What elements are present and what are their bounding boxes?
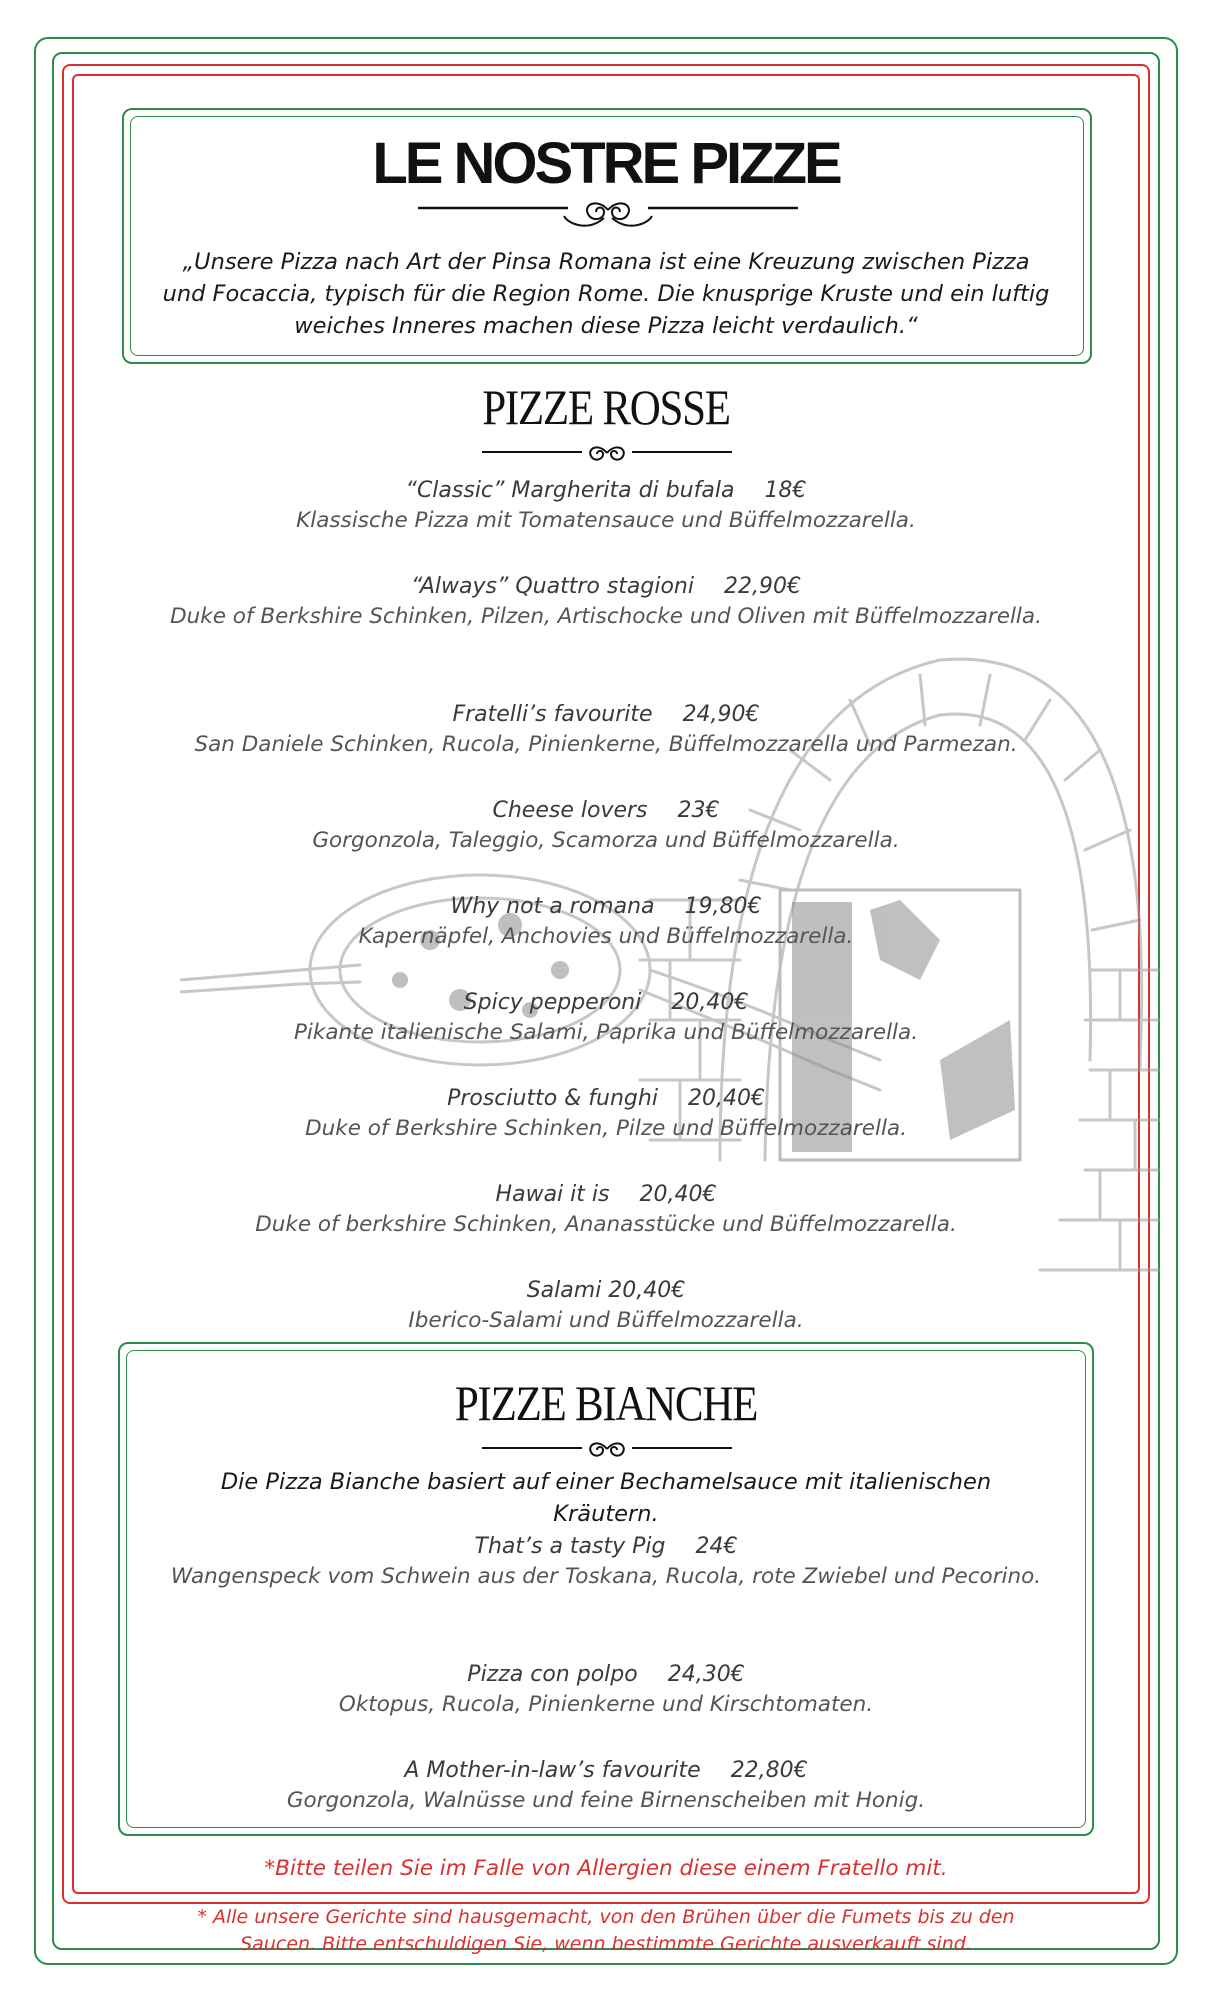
menu-item-price: 24€ xyxy=(695,1534,738,1559)
allergy-note: *Bitte teilen Sie im Falle von Allergien diese einem Fratello mit. xyxy=(264,1856,948,1881)
menu-item-description: Duke of Berkshire Schinken, Pilze und Büffelmozzarella. xyxy=(305,1116,907,1141)
menu-item-description: Gorgonzola, Walnüsse und feine Birnenscheiben mit Honig. xyxy=(286,1788,926,1813)
menu-item-name: That’s a tasty Pig xyxy=(474,1534,666,1559)
menu-item xyxy=(0,990,1212,1049)
menu-item-name: “Classic” Margherita di bufala xyxy=(405,478,735,503)
menu-item-description: Klassische Pizza mit Tomatensauce und Büffelmozzarella. xyxy=(296,508,916,533)
bianche-note: Die Pizza Bianche basiert auf einer Bechamelsauce mit italienischen Kräutern. xyxy=(220,1469,992,1527)
menu-item-price: 22,80€ xyxy=(730,1758,808,1783)
menu-item-title-line xyxy=(0,1662,1212,1687)
menu-item-price: 23€ xyxy=(677,798,720,823)
menu-item xyxy=(0,702,1212,761)
menu-item-name: Prosciutto & funghi xyxy=(447,1086,658,1111)
menu-item xyxy=(0,798,1212,857)
menu-item-title-line xyxy=(0,798,1212,823)
menu-item xyxy=(0,1278,1212,1337)
menu-item xyxy=(0,574,1212,633)
menu-item xyxy=(0,1534,1212,1593)
menu-item-name: Fratelli’s favourite xyxy=(452,702,653,727)
menu-item-price: 20,40€ xyxy=(671,990,749,1015)
menu-item-name: Salami 20,40€ xyxy=(526,1278,686,1303)
menu-item-description: Pikante italienische Salami, Paprika und Büffelmozzarella. xyxy=(293,1020,919,1045)
menu-item-title-line xyxy=(0,478,1212,503)
page-title: LE NOSTRE PIZZE xyxy=(372,131,840,196)
menu-item-price: 19,80€ xyxy=(684,894,762,919)
homemade-note: * Alle unsere Gerichte sind hausgemacht, von den Brühen über die Fumets bis zu den Saucen. Bitte entschuldigen Sie, wenn bestimmte Gerichte ausverkauft sind. xyxy=(197,1906,1015,1955)
ornament-divider-icon xyxy=(418,196,798,236)
menu-item-name: Why not a romana xyxy=(450,894,655,919)
menu-item-title-line xyxy=(0,1758,1212,1783)
menu-item xyxy=(0,894,1212,953)
menu-item-title-line xyxy=(0,990,1212,1015)
menu-item xyxy=(0,1758,1212,1817)
menu-item-description: Kapernäpfel, Anchovies und Büffelmozzarella. xyxy=(358,924,854,949)
menu-item-title-line xyxy=(0,1182,1212,1207)
menu-item-description: Gorgonzola, Taleggio, Scamorza und Büffelmozzarella. xyxy=(312,828,900,853)
menu-item-price: 20,40€ xyxy=(687,1086,765,1111)
menu-item-title-line xyxy=(0,1278,1212,1303)
menu-item-title-line xyxy=(0,894,1212,919)
menu-item-name: Cheese lovers xyxy=(492,798,648,823)
menu-item-price: 24,30€ xyxy=(667,1662,745,1687)
menu-item-description: Duke of berkshire Schinken, Ananasstücke und Büffelmozzarella. xyxy=(255,1212,957,1237)
section-title-bianche: PIZZE BIANCHE xyxy=(454,1375,758,1431)
menu-item-description: Oktopus, Rucola, Pinienkerne und Kirschtomaten. xyxy=(338,1692,874,1717)
menu-item xyxy=(0,478,1212,537)
menu-item-title-line xyxy=(0,1086,1212,1111)
menu-item xyxy=(0,1086,1212,1145)
menu-item-description: San Daniele Schinken, Rucola, Pinienkerne, Büffelmozzarella und Parmezan. xyxy=(194,732,1018,757)
menu-item-name: Spicy pepperoni xyxy=(463,990,642,1015)
menu-item-price: 22,90€ xyxy=(723,574,801,599)
menu-item-price: 18€ xyxy=(764,478,807,503)
menu-item-title-line xyxy=(0,1534,1212,1559)
menu-item-name: A Mother-in-law’s favourite xyxy=(404,1758,701,1783)
menu-item xyxy=(0,1182,1212,1241)
menu-item-title-line xyxy=(0,574,1212,599)
menu-item-description: Iberico-Salami und Büffelmozzarella. xyxy=(408,1308,804,1333)
menu-item xyxy=(0,1662,1212,1721)
section-title-rosse: PIZZE ROSSE xyxy=(482,379,730,435)
ornament-divider-icon xyxy=(482,440,732,470)
menu-item-description: Wangenspeck vom Schwein aus der Toskana, Rucola, rote Zwiebel und Pecorino. xyxy=(170,1564,1042,1589)
intro-text: „Unsere Pizza nach Art der Pinsa Romana ist eine Kreuzung zwischen Pizza und Focaccia, typisch für die Region Rome. Die knusprige Kruste und ein luftig weiches Inneres machen diese Pizza leicht verdaulich.“ xyxy=(162,249,1050,339)
menu-item-title-line xyxy=(0,702,1212,727)
menu-item-name: Pizza con polpo xyxy=(467,1662,638,1687)
menu-item-price: 20,40€ xyxy=(639,1182,717,1207)
menu-item-name: “Always” Quattro stagioni xyxy=(411,574,694,599)
ornament-divider-icon xyxy=(482,1436,732,1466)
menu-item-description: Duke of Berkshire Schinken, Pilzen, Artischocke und Oliven mit Büffelmozzarella. xyxy=(170,604,1042,629)
menu-item-name: Hawai it is xyxy=(495,1182,610,1207)
menu-item-price: 24,90€ xyxy=(682,702,760,727)
